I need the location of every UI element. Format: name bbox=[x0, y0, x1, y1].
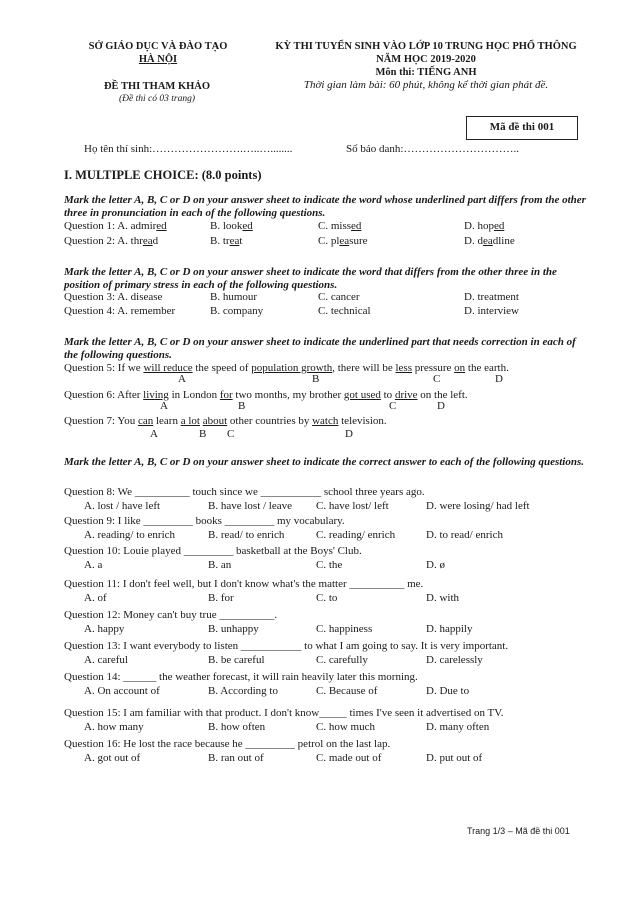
q10-option-a[interactable]: A. a bbox=[84, 559, 103, 571]
q14-option-a[interactable]: A. On account of bbox=[84, 685, 160, 697]
department-line-1: SỞ GIÁO DỤC VÀ ĐÀO TẠO bbox=[88, 41, 228, 52]
q11-option-b[interactable]: B. for bbox=[208, 592, 234, 604]
question-13: Question 13: I want everybody to listen ___________ to what I am going to say. It is very important. bbox=[64, 640, 509, 652]
q13-option-a[interactable]: A. careful bbox=[84, 654, 128, 666]
q3-option-c[interactable]: C. cancer bbox=[318, 291, 360, 303]
question-4: Question 4: A. remember bbox=[64, 305, 176, 317]
q16-option-a[interactable]: A. got out of bbox=[84, 752, 141, 764]
question-2: Question 2: A. thread bbox=[64, 235, 159, 247]
time-note: Thời gian làm bài: 60 phút, không kể thời gian phát đề. bbox=[303, 79, 549, 91]
q16-option-d[interactable]: D. put out of bbox=[426, 752, 483, 764]
q8-option-b[interactable]: B. have lost / leave bbox=[208, 500, 293, 512]
instruction-stress: Mark the letter A, B, C or D on your answer sheet to indicate the word that differs from the other three in the position of primary stress in each of the following questions. bbox=[64, 266, 557, 291]
reference-label: ĐỀ THI THAM KHẢO bbox=[103, 81, 211, 92]
q5-letter-a[interactable]: A bbox=[178, 373, 186, 385]
question-16: Question 16: He lost the race because he _________ petrol on the last lap. bbox=[64, 738, 391, 750]
department bbox=[78, 40, 238, 66]
q6-letter-c[interactable]: C bbox=[389, 400, 397, 412]
q16-option-b[interactable]: B. ran out of bbox=[208, 752, 264, 764]
q1-option-d[interactable]: D. hoped bbox=[464, 220, 505, 232]
question-8: Question 8: We __________ touch since we ___________ school three years ago. bbox=[64, 486, 425, 498]
department-line-2: HÀ NỘI bbox=[138, 54, 178, 65]
question-7: Question 7: You can learn a lot about other countries by watch television. bbox=[64, 415, 387, 427]
q10-option-c[interactable]: C. the bbox=[316, 559, 343, 571]
q14-option-c[interactable]: C. Because of bbox=[316, 685, 378, 697]
q8-option-c[interactable]: C. have lost/ left bbox=[316, 500, 389, 512]
q1-option-c[interactable]: C. missed bbox=[318, 220, 362, 232]
q9-option-b[interactable]: B. read/ to enrich bbox=[208, 529, 285, 541]
subject: Môn thi: TIẾNG ANH bbox=[375, 67, 477, 78]
question-9: Question 9: I like _________ books _________ my vocabulary. bbox=[64, 515, 345, 527]
instruction-pronunciation: Mark the letter A, B, C or D on your answer sheet to indicate the word whose underlined part differs from the other three in pronunciation in each of the following questions. bbox=[64, 194, 586, 219]
question-1: Question 1: A. admired bbox=[64, 220, 167, 232]
exam-header bbox=[64, 40, 598, 110]
q4-option-d[interactable]: D. interview bbox=[464, 305, 519, 317]
q9-option-a[interactable]: A. reading/ to enrich bbox=[84, 529, 176, 541]
q8-option-a[interactable]: A. lost / have left bbox=[84, 500, 161, 512]
q6-letter-b[interactable]: B bbox=[238, 400, 246, 412]
q15-option-b[interactable]: B. how often bbox=[208, 721, 266, 733]
q8-option-d[interactable]: D. were losing/ had left bbox=[426, 500, 530, 512]
q5-letter-d[interactable]: D bbox=[495, 373, 503, 385]
q12-option-a[interactable]: A. happy bbox=[84, 623, 125, 635]
q6-letter-a[interactable]: A bbox=[160, 400, 168, 412]
question-10: Question 10: Louie played _________ basketball at the Boys' Club. bbox=[64, 545, 362, 557]
q6-letter-d[interactable]: D bbox=[437, 400, 445, 412]
q10-option-b[interactable]: B. an bbox=[208, 559, 232, 571]
q12-option-b[interactable]: B. unhappy bbox=[208, 623, 259, 635]
question-6: Question 6: After living in London for two months, my brother got used to drive on the left. bbox=[64, 389, 468, 401]
q13-option-d[interactable]: D. carelessly bbox=[426, 654, 483, 666]
candidate-id-field: Số báo danh:………………………….. bbox=[346, 143, 519, 155]
q10-option-d[interactable]: D. ø bbox=[426, 559, 445, 571]
question-12: Question 12: Money can't buy true __________. bbox=[64, 609, 278, 621]
q4-option-b[interactable]: B. company bbox=[210, 305, 264, 317]
q15-option-a[interactable]: A. how many bbox=[84, 721, 144, 733]
pages-note: (Đề thi có 03 trang) bbox=[119, 94, 195, 104]
q3-option-d[interactable]: D. treatment bbox=[464, 291, 519, 303]
q7-letter-d[interactable]: D bbox=[345, 428, 353, 440]
exam-code-box: Mã đề thi 001 bbox=[466, 116, 578, 140]
q7-letter-b[interactable]: B bbox=[199, 428, 207, 440]
q12-option-d[interactable]: D. happily bbox=[426, 623, 473, 635]
question-5: Question 5: If we will reduce the speed of population growth, there will be less pressure on the earth. bbox=[64, 362, 509, 374]
question-3: Question 3: A. disease bbox=[64, 291, 163, 303]
q9-option-d[interactable]: D. to read/ enrich bbox=[426, 529, 503, 541]
q14-option-b[interactable]: B. According to bbox=[208, 685, 278, 697]
exam-info bbox=[236, 40, 616, 92]
q4-option-c[interactable]: C. technical bbox=[318, 305, 371, 317]
question-14: Question 14: ______ the weather forecast, it will rain heavily later this morning. bbox=[64, 671, 418, 683]
q2-option-c[interactable]: C. pleasure bbox=[318, 235, 368, 247]
school-year: NĂM HỌC 2019-2020 bbox=[376, 54, 476, 65]
q15-option-c[interactable]: C. how much bbox=[316, 721, 375, 733]
candidate-name-field: Họ tên thí sinh:…………………….…..…........ bbox=[84, 143, 293, 155]
instruction-mcq: Mark the letter A, B, C or D on your answer sheet to indicate the correct answer to each of the following questions. bbox=[64, 456, 584, 468]
q11-option-a[interactable]: A. of bbox=[84, 592, 107, 604]
q5-letter-c[interactable]: C bbox=[433, 373, 441, 385]
q9-option-c[interactable]: C. reading/ enrich bbox=[316, 529, 396, 541]
q7-letter-c[interactable]: C bbox=[227, 428, 235, 440]
q7-letter-a[interactable]: A bbox=[150, 428, 158, 440]
section-title: I. MULTIPLE CHOICE: (8.0 points) bbox=[64, 168, 262, 182]
q3-option-b[interactable]: B. humour bbox=[210, 291, 258, 303]
q13-option-b[interactable]: B. be careful bbox=[208, 654, 265, 666]
q1-option-b[interactable]: B. looked bbox=[210, 220, 253, 232]
page-footer: Trang 1/3 – Mã đề thi 001 bbox=[467, 826, 570, 836]
q12-option-c[interactable]: C. happiness bbox=[316, 623, 373, 635]
q14-option-d[interactable]: D. Due to bbox=[426, 685, 470, 697]
question-15: Question 15: I am familiar with that product. I don't know_____ times I've seen it advertised on TV. bbox=[64, 707, 504, 719]
q2-option-b[interactable]: B. treat bbox=[210, 235, 243, 247]
q13-option-c[interactable]: C. carefully bbox=[316, 654, 368, 666]
q2-option-d[interactable]: D. deadline bbox=[464, 235, 515, 247]
q11-option-d[interactable]: D. with bbox=[426, 592, 459, 604]
q5-letter-b[interactable]: B bbox=[312, 373, 320, 385]
q16-option-c[interactable]: C. made out of bbox=[316, 752, 382, 764]
q11-option-c[interactable]: C. to bbox=[316, 592, 338, 604]
instruction-correction: Mark the letter A, B, C or D on your answer sheet to indicate the underlined part that needs correction in each of the following questions. bbox=[64, 336, 576, 361]
reference-info bbox=[64, 80, 250, 106]
exam-title: KỲ THI TUYỂN SINH VÀO LỚP 10 TRUNG HỌC PHỔ THÔNG bbox=[275, 41, 577, 52]
q15-option-d[interactable]: D. many often bbox=[426, 721, 490, 733]
question-11: Question 11: I don't feel well, but I don't know what's the matter __________ me. bbox=[64, 578, 424, 590]
